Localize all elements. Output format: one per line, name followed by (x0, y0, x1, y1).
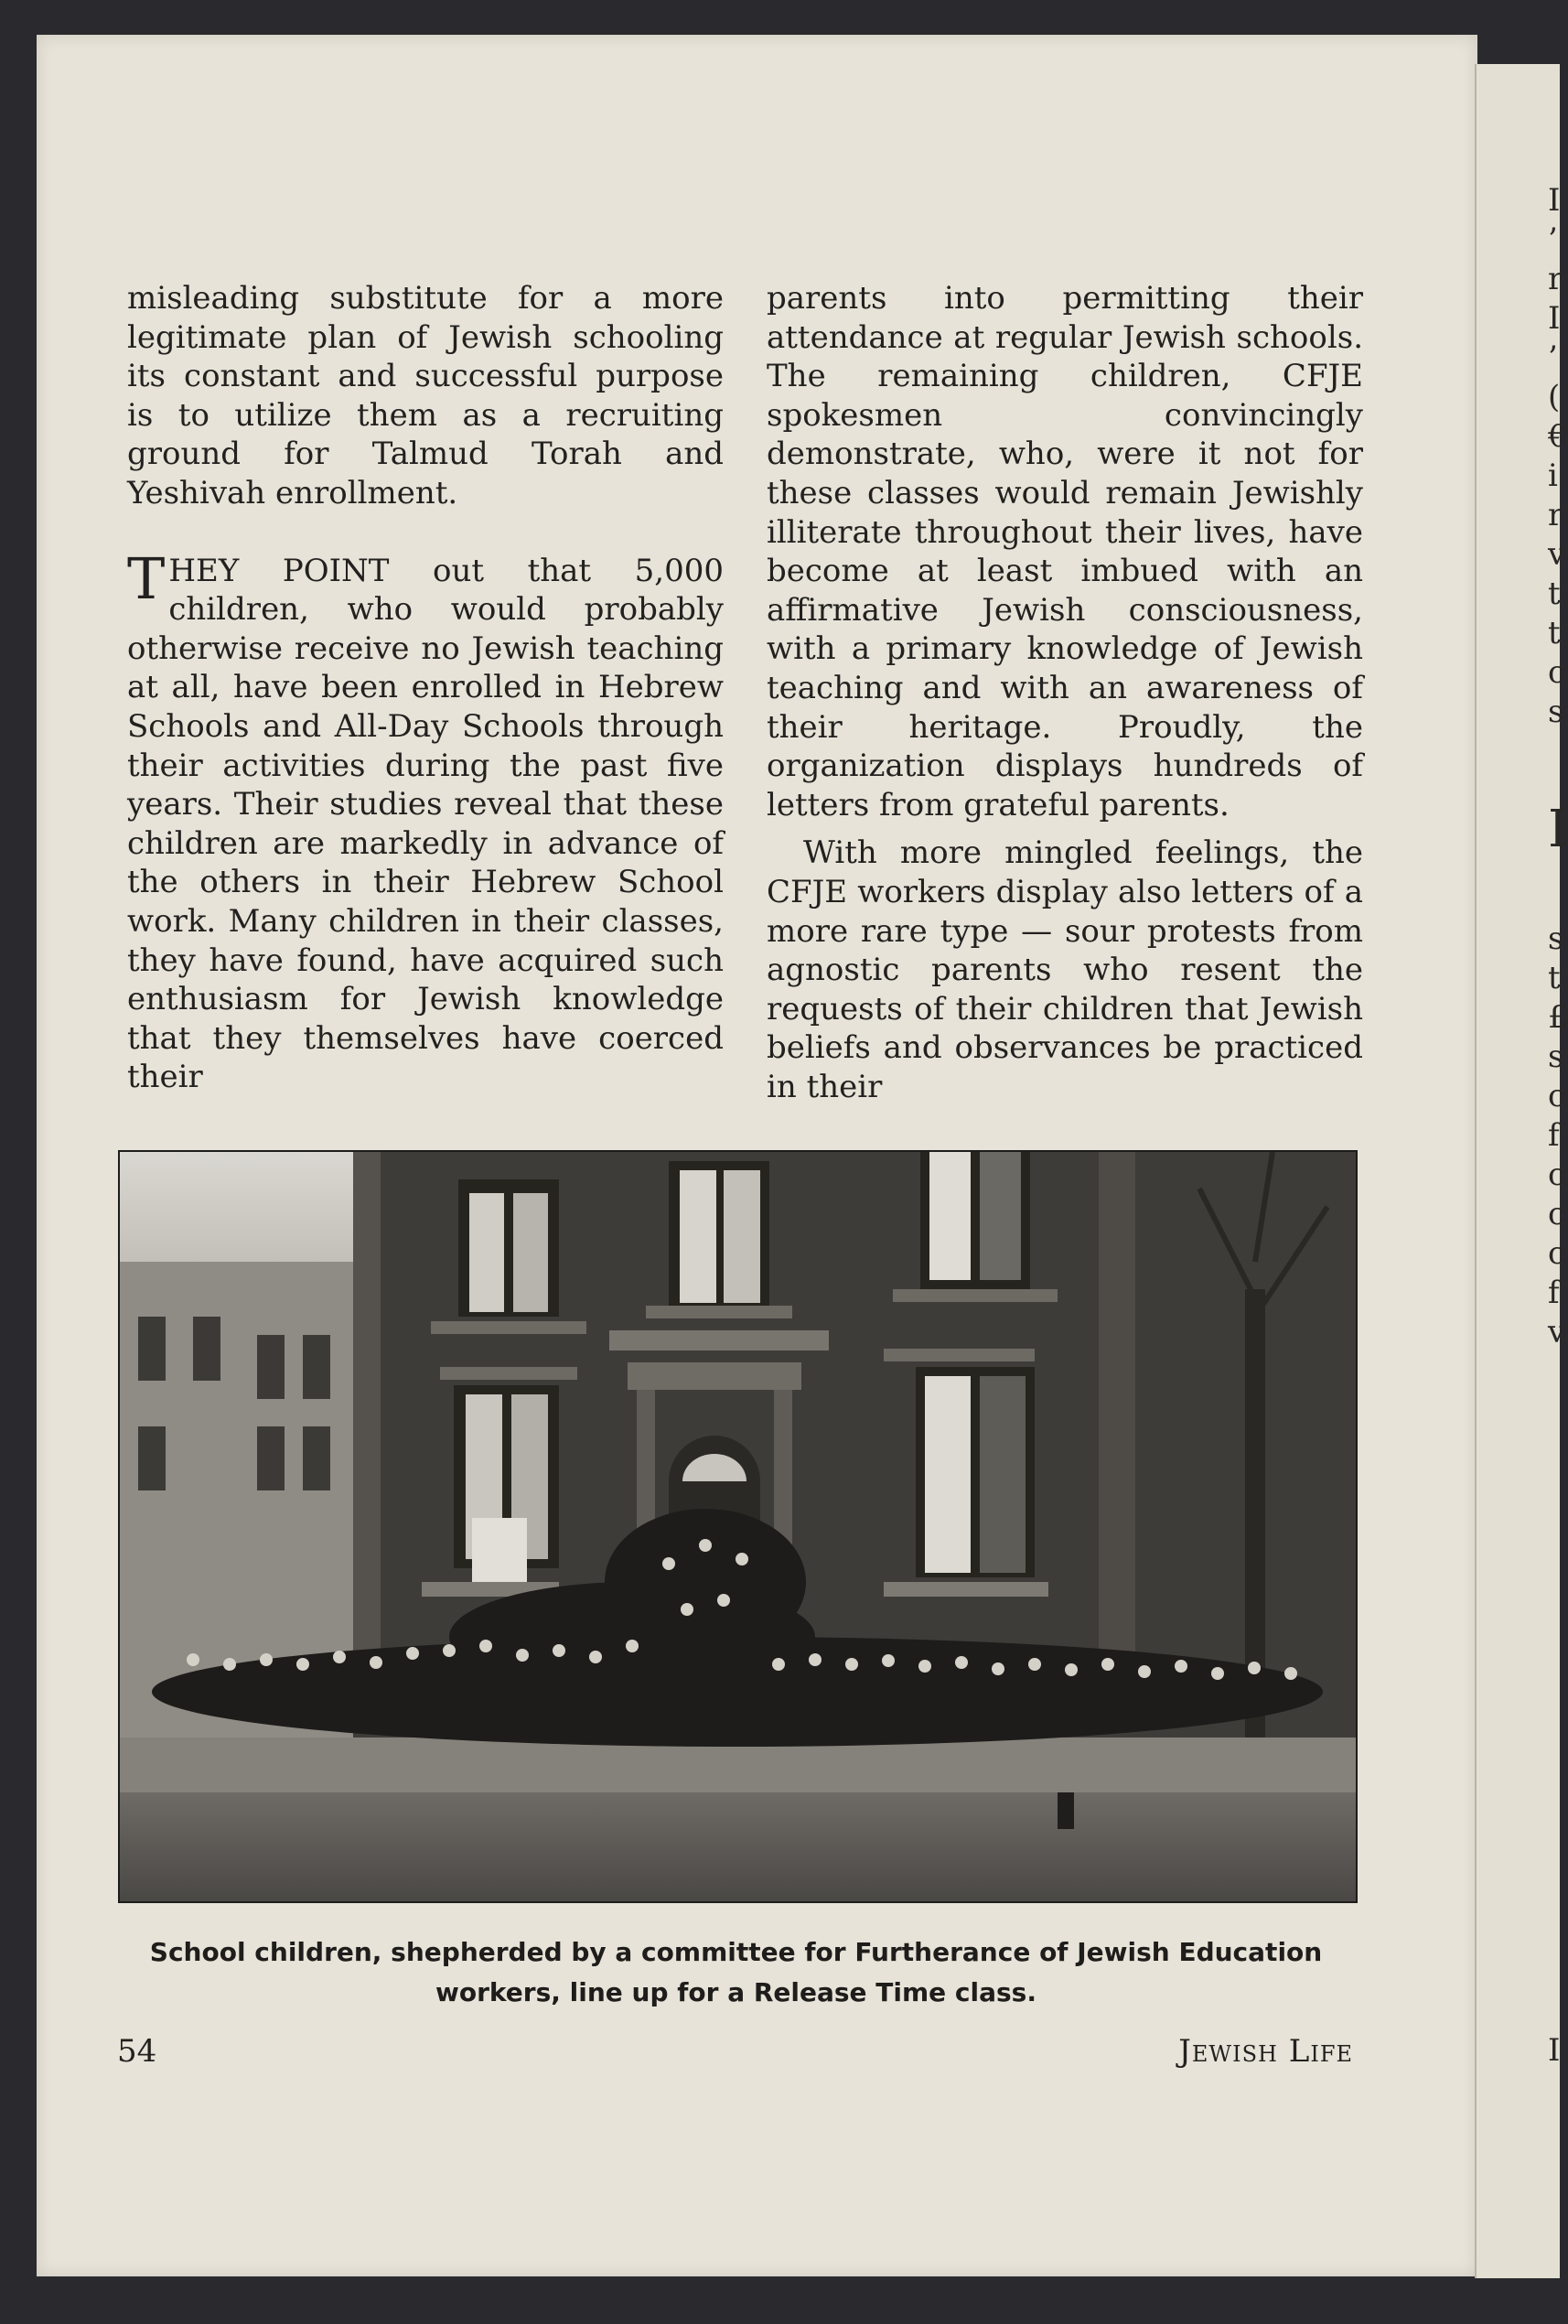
article-paragraph: misleading substitute for a more legitimate plan of Jewish schooling its constant and successful purpose is to utilize them as a recruiting ground for Talmud Torah and Yeshivah enrollment. (127, 280, 724, 511)
adjacent-page-letter: I (1548, 182, 1561, 219)
adjacent-page-letter: v (1548, 536, 1566, 573)
adjacent-page-letter: t (1548, 576, 1561, 612)
photo-caption (118, 1932, 1354, 2013)
photo-illustration (120, 1152, 1356, 1901)
article-paragraph: parents into permitting their attendance at regular Jewish schools. The remaining children, CFJE spokesmen convincingly demonstrate, who, were it not for these classes would remain Jewishly illiterate throughout their lives, have become at least imbued with an affirmative Jewish consciousness, with a primary knowledge of Jewish teaching and with an awareness of their heritage. Proudly, the organization displays hundreds of letters from grateful parents. (767, 280, 1363, 823)
adjacent-page-edge (1475, 64, 1568, 2278)
adjacent-page-letter: ( (1548, 379, 1561, 415)
adjacent-page-letter: r (1548, 497, 1563, 533)
article-paragraph (127, 544, 724, 1097)
adjacent-page-letter: c (1548, 1157, 1566, 1193)
adjacent-page-letter: v (1548, 1314, 1566, 1350)
adjacent-page-letter: f (1548, 1275, 1560, 1311)
adjacent-page-letter: s (1548, 694, 1564, 730)
adjacent-page-letter: r (1548, 261, 1563, 297)
caption-line: workers, line up for a Release Time class. (435, 1977, 1036, 2007)
drop-cap: T (127, 544, 166, 612)
adjacent-page-letter: c (1548, 1235, 1566, 1272)
article-column-right (767, 279, 1363, 1106)
adjacent-page-letter: c (1548, 654, 1566, 691)
page-number: 54 (117, 2033, 157, 2070)
caption-line: School children, shepherded by a committee for Furtherance of Jewish Education (149, 1937, 1323, 1967)
adjacent-page-letter: c (1548, 1196, 1566, 1232)
adjacent-page-letter: i (1548, 457, 1558, 494)
adjacent-page-letter: s (1548, 1038, 1564, 1075)
article-paragraph: With more mingled feelings, the CFJE workers display also letters of a more rare type — sour protests from agnostic parents who resent the requests of their children that Jewish beliefs and observances be practiced in their (767, 834, 1363, 1105)
adjacent-page-letter: f (1548, 1117, 1560, 1154)
adjacent-page-letter: I (1548, 800, 1568, 859)
adjacent-page-letter: s (1548, 920, 1564, 957)
running-title: Jewish Life (1178, 2033, 1353, 2070)
halftone-photo (118, 1150, 1358, 1903)
adjacent-page-letter: t (1548, 615, 1561, 651)
article-column-left (127, 279, 724, 1097)
paragraph-text: HEY POINT out that 5,000 children, who would probably otherwise receive no Jewish teaching at all, have been enrolled in Hebrew Schools and All-Day Schools through their activities during the past five years. Their studies reveal that these children are markedly in advance of the others in their Hebrew School work. Many children in their classes, they have found, have acquired such enthusiasm for Jewish knowledge that they themselves have coerced their (127, 552, 724, 1096)
adjacent-page-letter: ’ (1548, 339, 1558, 376)
adjacent-page-letter: I (1548, 2032, 1561, 2069)
adjacent-page-letter: € (1548, 418, 1568, 455)
adjacent-page-letter: c (1548, 1078, 1566, 1114)
adjacent-page-letter: t (1548, 960, 1561, 996)
adjacent-page-letter: I (1548, 300, 1561, 337)
adjacent-page-letter: ’ (1548, 221, 1558, 258)
adjacent-page-letter: £ (1548, 999, 1568, 1036)
